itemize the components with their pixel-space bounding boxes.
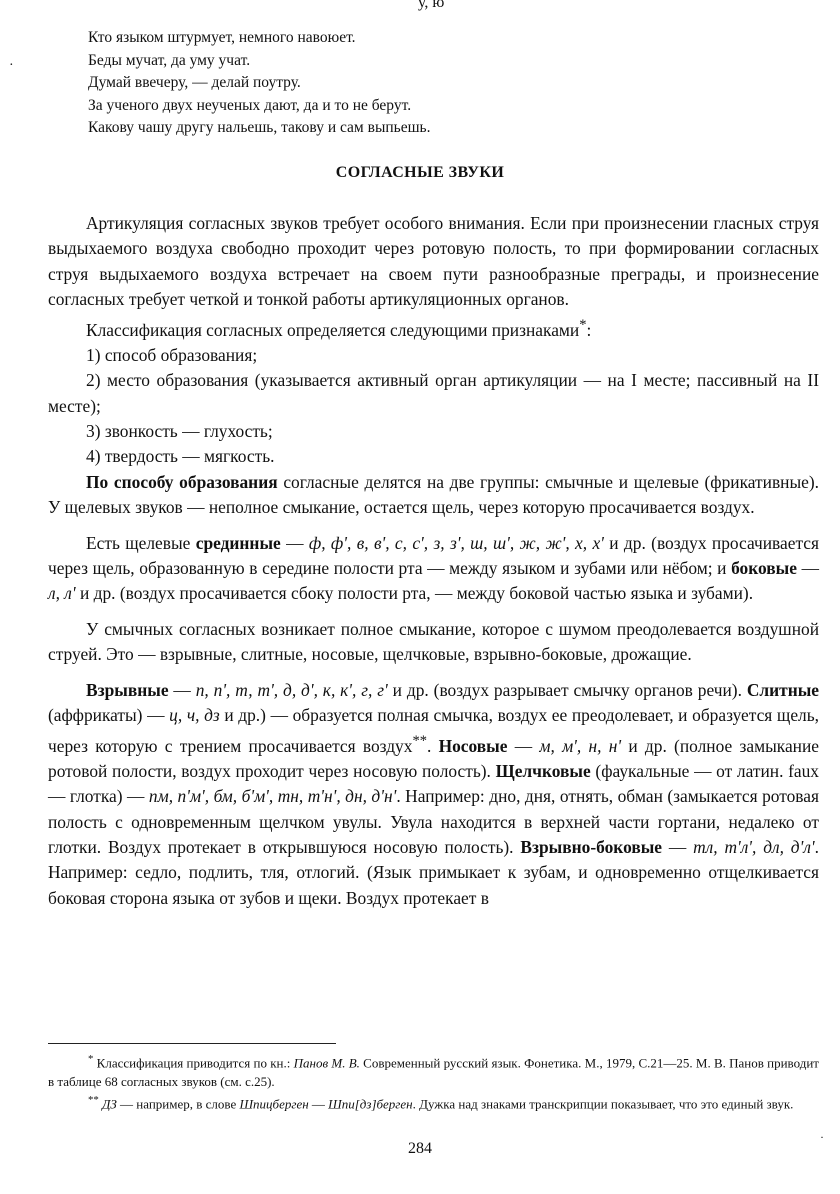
proverb-line: Какову чашу другу нальешь, такову и сам выпьешь. — [88, 119, 431, 137]
paragraph-stops: У смычных согласных возникает полное смыкание, которое с шумом преодолевается воздушной струей. Это — взрывные, слитные, носовые, щелчковые, взрывно-боковые, дрожащие. — [48, 618, 819, 665]
proverb-line: За ученого двух неученых дают, да и то не берут. — [88, 96, 412, 114]
header-fragment: у, ю — [418, 0, 445, 11]
proverbs-list — [88, 27, 608, 140]
proverb-line: Думай ввечеру, — делай поутру. — [88, 74, 301, 92]
proverb-line: Беды мучат, да уму учат. — [88, 51, 251, 69]
list-item: 3) звонкость — глухость; — [86, 421, 273, 442]
paragraph-articulation: Артикуляция согласных звуков требует особого внимания. Если при произнесении гласных струя выдыхаемого воздуха свободно проходит через ротовую полость, то при формировании согласных струя выдыхаемого воздуха встречает на своем пути разнообразные преграды, и произнесение согласных требует четкой и тонкой работы артикуляционных органов. — [48, 213, 819, 310]
corner-mark: · — [820, 1130, 824, 1144]
footnotes — [48, 1050, 819, 1114]
list-item: 1) способ образования; — [86, 344, 258, 365]
footnote-divider — [48, 1043, 336, 1044]
body-text — [48, 211, 819, 911]
footnote-2: ** ДЗ — например, в слове Шпицберген — Шпи[дз]берген. Дужка над знаками транскрипции показывает, что это единый звук. — [88, 1094, 794, 1112]
list-item: 4) твердость — мягкость. — [86, 446, 275, 467]
proverb-line: Кто языком штурмует, немного навоюет. — [88, 29, 356, 46]
page-number: 284 — [408, 1140, 432, 1157]
paragraph-fricatives: Есть щелевые срединные — ф, ф', в, в', с, с', з, з', ш, ш', ж, ж', х, х' и др. (воздух просачивается через щель, образованную в середине полости рта — между языком и зубами или нёбом; и боковые — л, л' и др. (воздух просачивается сбоку полости рта, — между боковой частью языка и зубами). — [48, 532, 819, 604]
paragraph-method: По способу образования согласные делятся на две группы: смычные и щелевые (фрикативные). У щелевых звуков — неполное смыкание, остается щель, через которую просачивается воздух. — [48, 471, 819, 518]
stray-mark: · — [9, 58, 14, 73]
paragraph-classification: Классификация согласных определяется следующими признаками*: — [86, 316, 592, 340]
list-item: 2) место образования (указывается активный орган артикуляции — на I месте; пассивный на II месте); — [48, 370, 819, 416]
section-title: СОГЛАСНЫЕ ЗВУКИ — [335, 164, 505, 181]
footnote-ref: * — [579, 316, 587, 333]
footnote-ref: ** — [412, 732, 427, 749]
paragraph-stop-types: Взрывные — п, п', т, т', д, д', к, к', г, г' и др. (воздух разрывает смычку органов речи). Слитные (аффрикаты) — ц, ч, дз и др.) — образуется полная смычка, воздух ее преодолевает, и образуется щель, через которую с трением просачивается воздух**. Носовые — м, м', н, н' и др. (полное замыкание ротовой полости, воздух проходит через носовую полость). Щелчковые (фаукальные — от латин. faux — глотка) — пм, п'м', бм, б'м', тн, т'н', дн, д'н'. Например: дно, дня, отнять, обман (замыкается ротовая полость с одновременным щелчком увулы. Увула находится в верхней части гортани, недалеко от глотки. Воздух протекает в открывшуюся носовую полость). Взрывно-боковые — тл, т'л', дл, д'л'. Например: седло, подлить, тля, отлогий. (Язык примыкает к зубам, и одновременно отщелкивается боковая сторона языка от зубов и щеки. Воздух протекает в — [48, 679, 820, 908]
footnote-1: * Классификация приводится по кн.: Панов М. В. Современный русский язык. Фонетика. М., 1979, С.21—25. М. В. Панов приводит в таблице 68 согласных звуков (см. с.25). — [48, 1053, 819, 1090]
